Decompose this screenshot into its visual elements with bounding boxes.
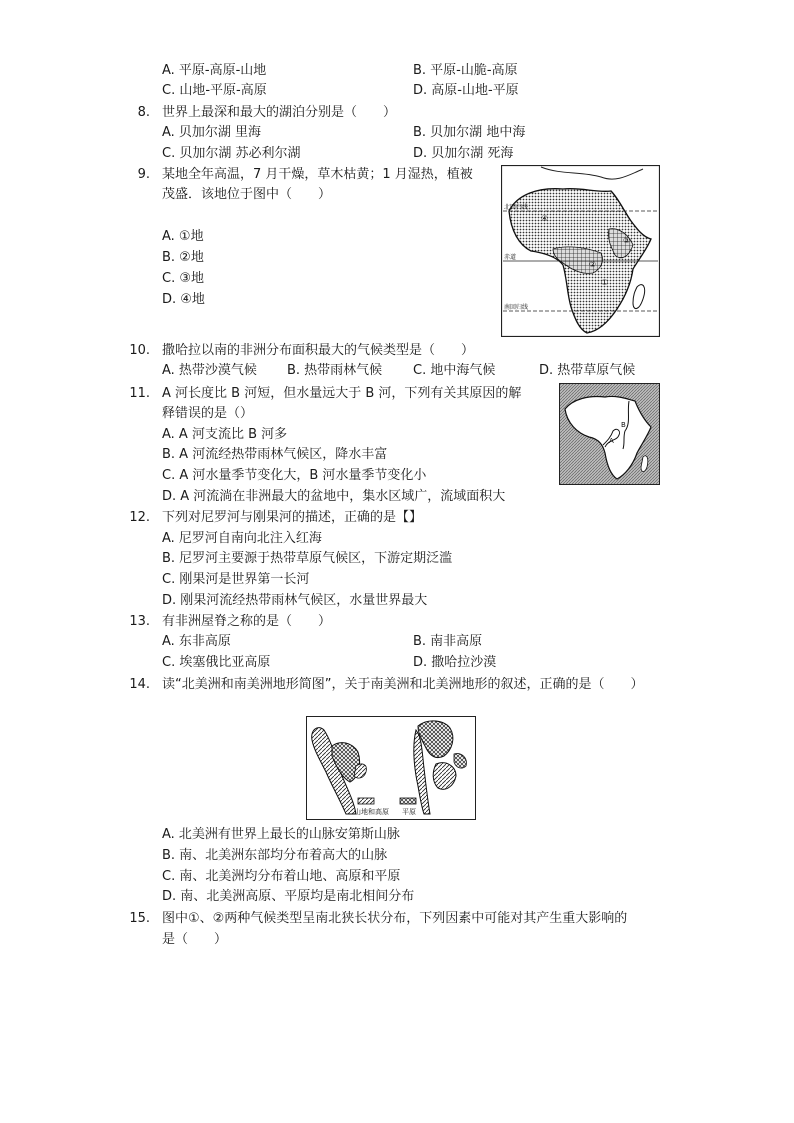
q9-option-a: A. ①地 <box>162 229 204 244</box>
q13-option-c: C. 埃塞俄比亚高原 <box>162 655 271 670</box>
tropic-of-cancer-label: 北回归线 <box>504 204 529 211</box>
q11-option-c: C. A 河水量季节变化大，B 河水量季节变化小 <box>162 468 427 483</box>
q9-number: 9. <box>137 167 150 182</box>
equator-label: 赤道 <box>504 254 517 261</box>
q12-option-a: A. 尼罗河自南向北注入红海 <box>162 531 322 546</box>
map-marker-3: ③ <box>623 236 631 245</box>
q7-option-b: B. 平原-山脆-高原 <box>413 63 518 78</box>
q13-option-a: A. 东非高原 <box>162 634 231 649</box>
q8-number: 8. <box>137 105 150 120</box>
africa-climate-map <box>501 165 660 337</box>
map-marker-1: ① <box>601 278 609 287</box>
river-a-label: A <box>609 437 614 445</box>
legend-mountain-plateau-swatch <box>358 798 374 804</box>
q13-option-d: D. 撒哈拉沙漠 <box>413 655 497 670</box>
tropic-of-capricorn-label: 南回归线 <box>504 304 529 311</box>
q14-option-a: A. 北美洲有世界上最长的山脉安第斯山脉 <box>162 827 400 842</box>
q10-number: 10. <box>129 343 150 358</box>
map-marker-2: ② <box>589 260 597 269</box>
legend-mountain-plateau-label: 山地和高原 <box>354 808 389 816</box>
q10-stem: 撒哈拉以南的非洲分布面积最大的气候类型是（ ） <box>162 343 475 358</box>
q12-option-c: C. 刚果河是世界第一长河 <box>162 572 310 587</box>
q12-number: 12. <box>129 510 150 525</box>
q11-stem-line1: A 河长度比 B 河短，但水量远大于 B 河，下列有关其原因的解 <box>162 386 522 401</box>
q7-option-a: A. 平原-高原-山地 <box>162 63 267 78</box>
q14-option-d: D. 南、北美洲高原、平原均是南北相间分布 <box>162 889 415 904</box>
q10-option-c: C. 地中海气候 <box>413 363 496 378</box>
q9-option-c: C. ③地 <box>162 271 204 286</box>
q11-option-b: B. A 河流经热带雨林气候区，降水丰富 <box>162 447 388 462</box>
q7-option-c: C. 山地-平原-高原 <box>162 83 267 98</box>
q12-option-b: B. 尼罗河主要源于热带草原气候区，下游定期泛滥 <box>162 551 453 566</box>
q8-stem: 世界上最深和最大的湖泊分别是（ ） <box>162 105 397 120</box>
q14-stem: 读“北美洲和南美洲地形简图”，关于南美洲和北美洲地形的叙述，正确的是（ ） <box>162 677 644 692</box>
q9-option-b: B. ②地 <box>162 250 204 265</box>
legend-plain-swatch <box>400 798 416 804</box>
q10-option-a: A. 热带沙漠气候 <box>162 363 257 378</box>
q11-option-a: A. A 河支流比 B 河多 <box>162 427 288 442</box>
q8-option-d: D. 贝加尔湖 死海 <box>413 146 514 161</box>
q10-option-d: D. 热带草原气候 <box>539 363 636 378</box>
q8-option-b: B. 贝加尔湖 地中海 <box>413 125 526 140</box>
q9-stem-line2: 茂盛．该地位于图中（ ） <box>162 187 332 202</box>
q11-stem-line2: 释错误的是（） <box>162 406 254 421</box>
q10-option-b: B. 热带雨林气候 <box>287 363 383 378</box>
americas-terrain-map <box>306 716 476 820</box>
q15-number: 15. <box>129 911 150 926</box>
q8-option-c: C. 贝加尔湖 苏必利尔湖 <box>162 146 301 161</box>
river-b-label: B <box>621 421 626 429</box>
q9-option-d: D. ④地 <box>162 292 205 307</box>
legend-plain-label: 平原 <box>402 808 416 816</box>
q7-option-d: D. 高原-山地-平原 <box>413 83 519 98</box>
q12-stem: 下列对尼罗河与刚果河的描述，正确的是【】 <box>162 510 423 525</box>
q14-option-b: B. 南、北美洲东部均分布着高大的山脉 <box>162 848 388 863</box>
q9-stem-line1: 某地全年高温，7 月干燥，草木枯黄；1 月湿热，植被 <box>162 167 473 182</box>
q12-option-d: D. 刚果河流经热带雨林气候区，水量世界最大 <box>162 593 428 608</box>
q11-number: 11. <box>129 386 150 401</box>
q13-stem: 有非洲屋脊之称的是（ ） <box>162 614 332 629</box>
map-marker-4: ④ <box>541 214 549 223</box>
q14-option-c: C. 南、北美洲均分布着山地、高原和平原 <box>162 869 401 884</box>
q13-option-b: B. 南非高原 <box>413 634 483 649</box>
africa-rivers-map <box>559 383 660 485</box>
q11-option-d: D. A 河流淌在非洲最大的盆地中，集水区域广，流域面积大 <box>162 489 506 504</box>
q15-stem-line2: 是（ ） <box>162 932 228 947</box>
q14-number: 14. <box>129 677 150 692</box>
q13-number: 13. <box>129 614 150 629</box>
q8-option-a: A. 贝加尔湖 里海 <box>162 125 262 140</box>
q15-stem-line1: 图中①、②两种气候类型呈南北狭长状分布，下列因素中可能对其产生重大影响的 <box>162 911 628 926</box>
